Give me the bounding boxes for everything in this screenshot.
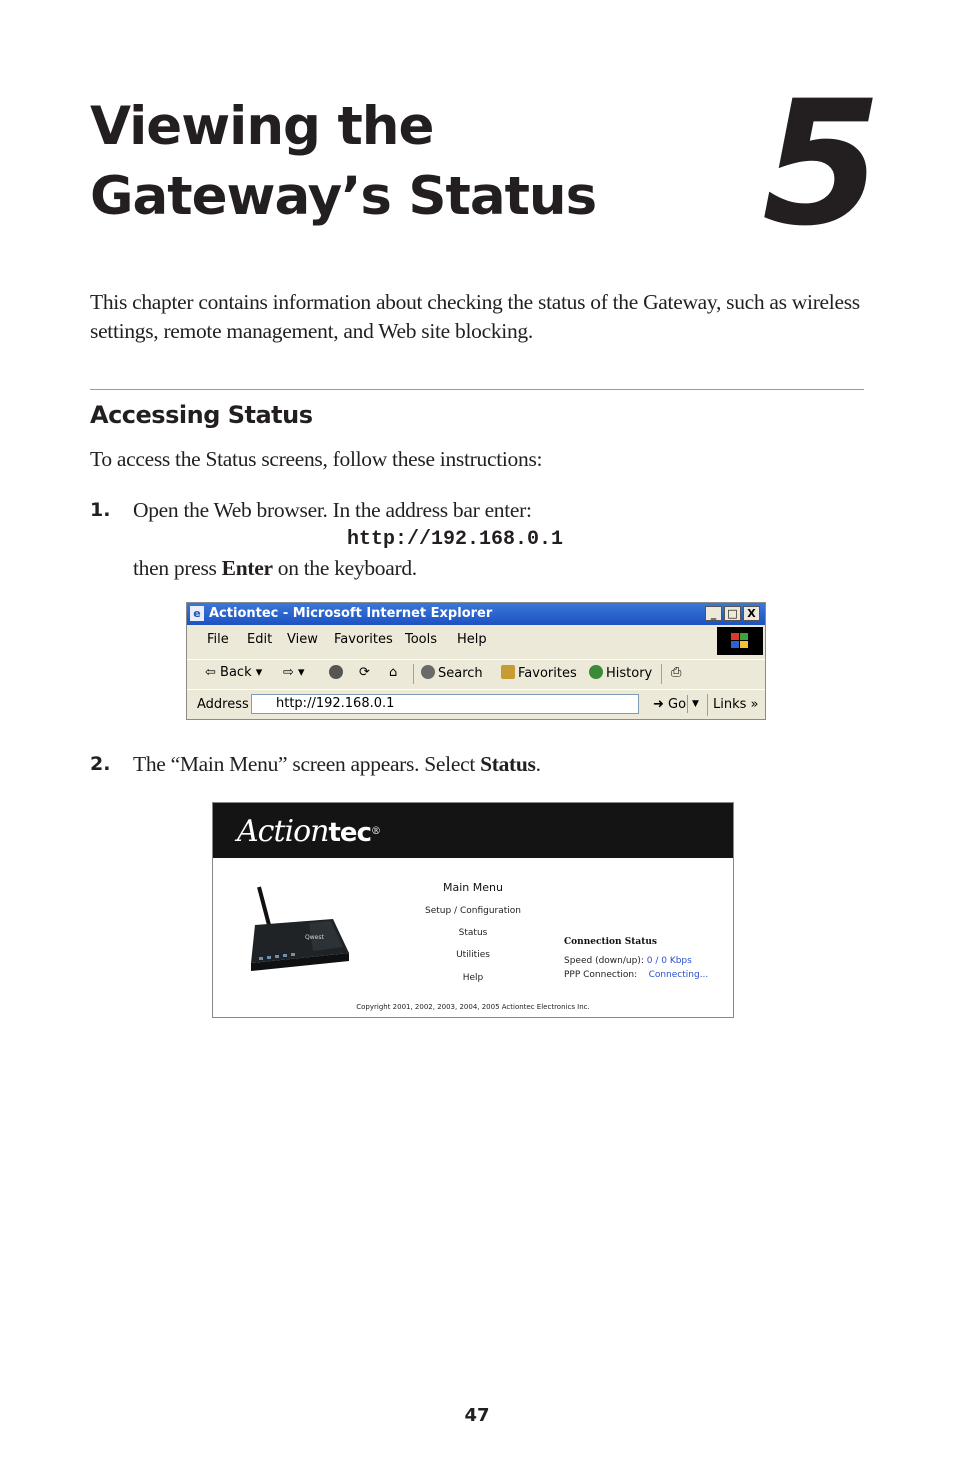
stop-button[interactable] <box>329 665 346 681</box>
browser-title: Actiontec - Microsoft Internet Explorer <box>209 606 493 621</box>
section-lead: To access the Status screens, follow these instructions: <box>90 447 543 471</box>
browser-toolbar <box>187 659 765 688</box>
enter-key-label: Enter <box>221 556 273 580</box>
home-icon: ⌂ <box>389 665 398 680</box>
menu-tools[interactable]: Tools <box>405 632 438 647</box>
address-input[interactable]: http://192.168.0.1 <box>251 694 639 714</box>
favorites-icon <box>501 665 515 679</box>
close-button[interactable]: X <box>743 606 760 621</box>
favorites-button[interactable]: Favorites <box>501 665 577 681</box>
maximize-button[interactable]: □ <box>724 606 741 621</box>
windows-logo-icon <box>717 627 763 655</box>
stop-icon <box>329 665 343 679</box>
browser-screenshot <box>186 602 766 720</box>
home-button[interactable] <box>389 665 397 680</box>
menu-file[interactable]: File <box>207 632 229 647</box>
gateway-url: http://192.168.0.1 <box>347 528 564 551</box>
ie-icon: e <box>190 606 204 621</box>
address-dropdown-icon[interactable]: ▼ <box>687 695 703 713</box>
chapter-title-line-1: Viewing the <box>90 96 434 157</box>
intro-paragraph: This chapter contains information about checking the status of the Gateway, such as wireless settings, remote management, and Web site blocking. <box>90 290 860 343</box>
back-arrow-icon: ⇦ <box>205 665 221 680</box>
search-icon <box>421 665 435 679</box>
chapter-title-line-2: Gateway’s Status <box>90 166 597 227</box>
step-2-number: 2. <box>90 753 111 775</box>
page-number: 47 <box>464 1405 490 1426</box>
step-1-followup: then press Enter on the keyboard. <box>133 556 417 580</box>
chapter-title <box>90 92 596 232</box>
menu-link-setup[interactable]: Setup / Configuration <box>425 906 521 916</box>
copyright-text: Copyright 2001, 2002, 2003, 2004, 2005 Actiontec Electronics Inc. <box>356 1003 590 1011</box>
section-heading: Accessing Status <box>90 401 313 429</box>
menu-edit[interactable]: Edit <box>247 632 273 647</box>
browser-menubar <box>187 627 717 653</box>
forward-button[interactable] <box>283 665 305 680</box>
step-1-text: Open the Web browser. In the address bar enter: <box>133 498 532 522</box>
ppp-row: PPP Connection: Connecting... <box>564 970 709 980</box>
address-bar <box>187 689 765 720</box>
menu-link-help[interactable]: Help <box>462 973 484 983</box>
go-button-label[interactable]: ➜ Go <box>653 697 687 712</box>
links-button[interactable]: Links » <box>713 697 759 712</box>
step-1-number: 1. <box>90 499 111 521</box>
browser-titlebar <box>187 603 765 625</box>
menu-link-status[interactable]: Status <box>458 928 488 938</box>
go-arrow-icon: ➜ <box>653 697 669 712</box>
main-menu-title: Main Menu <box>443 881 503 894</box>
ppp-value: Connecting... <box>648 970 709 980</box>
connection-status-title: Connection Status <box>564 937 657 947</box>
history-button[interactable]: History <box>589 665 652 681</box>
history-icon <box>589 665 603 679</box>
address-label: Address <box>197 697 249 712</box>
print-button[interactable] <box>671 665 681 680</box>
back-button[interactable]: ⇦ Back ▾ <box>205 665 263 680</box>
refresh-button[interactable] <box>359 665 370 680</box>
menu-view[interactable]: View <box>287 632 318 647</box>
menu-favorites[interactable]: Favorites <box>334 632 393 647</box>
print-icon: ⎙ <box>671 665 682 680</box>
step-2-text: The “Main Menu” screen appears. Select Status. <box>133 752 541 776</box>
menu-link-utilities[interactable]: Utilities <box>456 950 490 960</box>
section-divider <box>90 389 864 390</box>
main-menu-screenshot <box>212 802 734 1018</box>
search-button[interactable]: Search <box>421 665 483 681</box>
router-brand-label: Qwest <box>305 934 324 941</box>
actiontec-logo: Actiontec® <box>237 814 380 849</box>
chapter-number: 5 <box>762 63 878 264</box>
speed-value: 0 / 0 Kbps <box>646 956 692 966</box>
forward-arrow-icon: ⇨ ▾ <box>283 665 305 680</box>
speed-row: Speed (down/up): 0 / 0 Kbps <box>564 956 692 966</box>
minimize-button[interactable]: _ <box>705 606 722 621</box>
status-label: Status <box>480 752 536 776</box>
refresh-icon: ⟳ <box>359 665 370 680</box>
menu-help[interactable]: Help <box>457 632 487 647</box>
actiontec-header <box>213 803 733 858</box>
